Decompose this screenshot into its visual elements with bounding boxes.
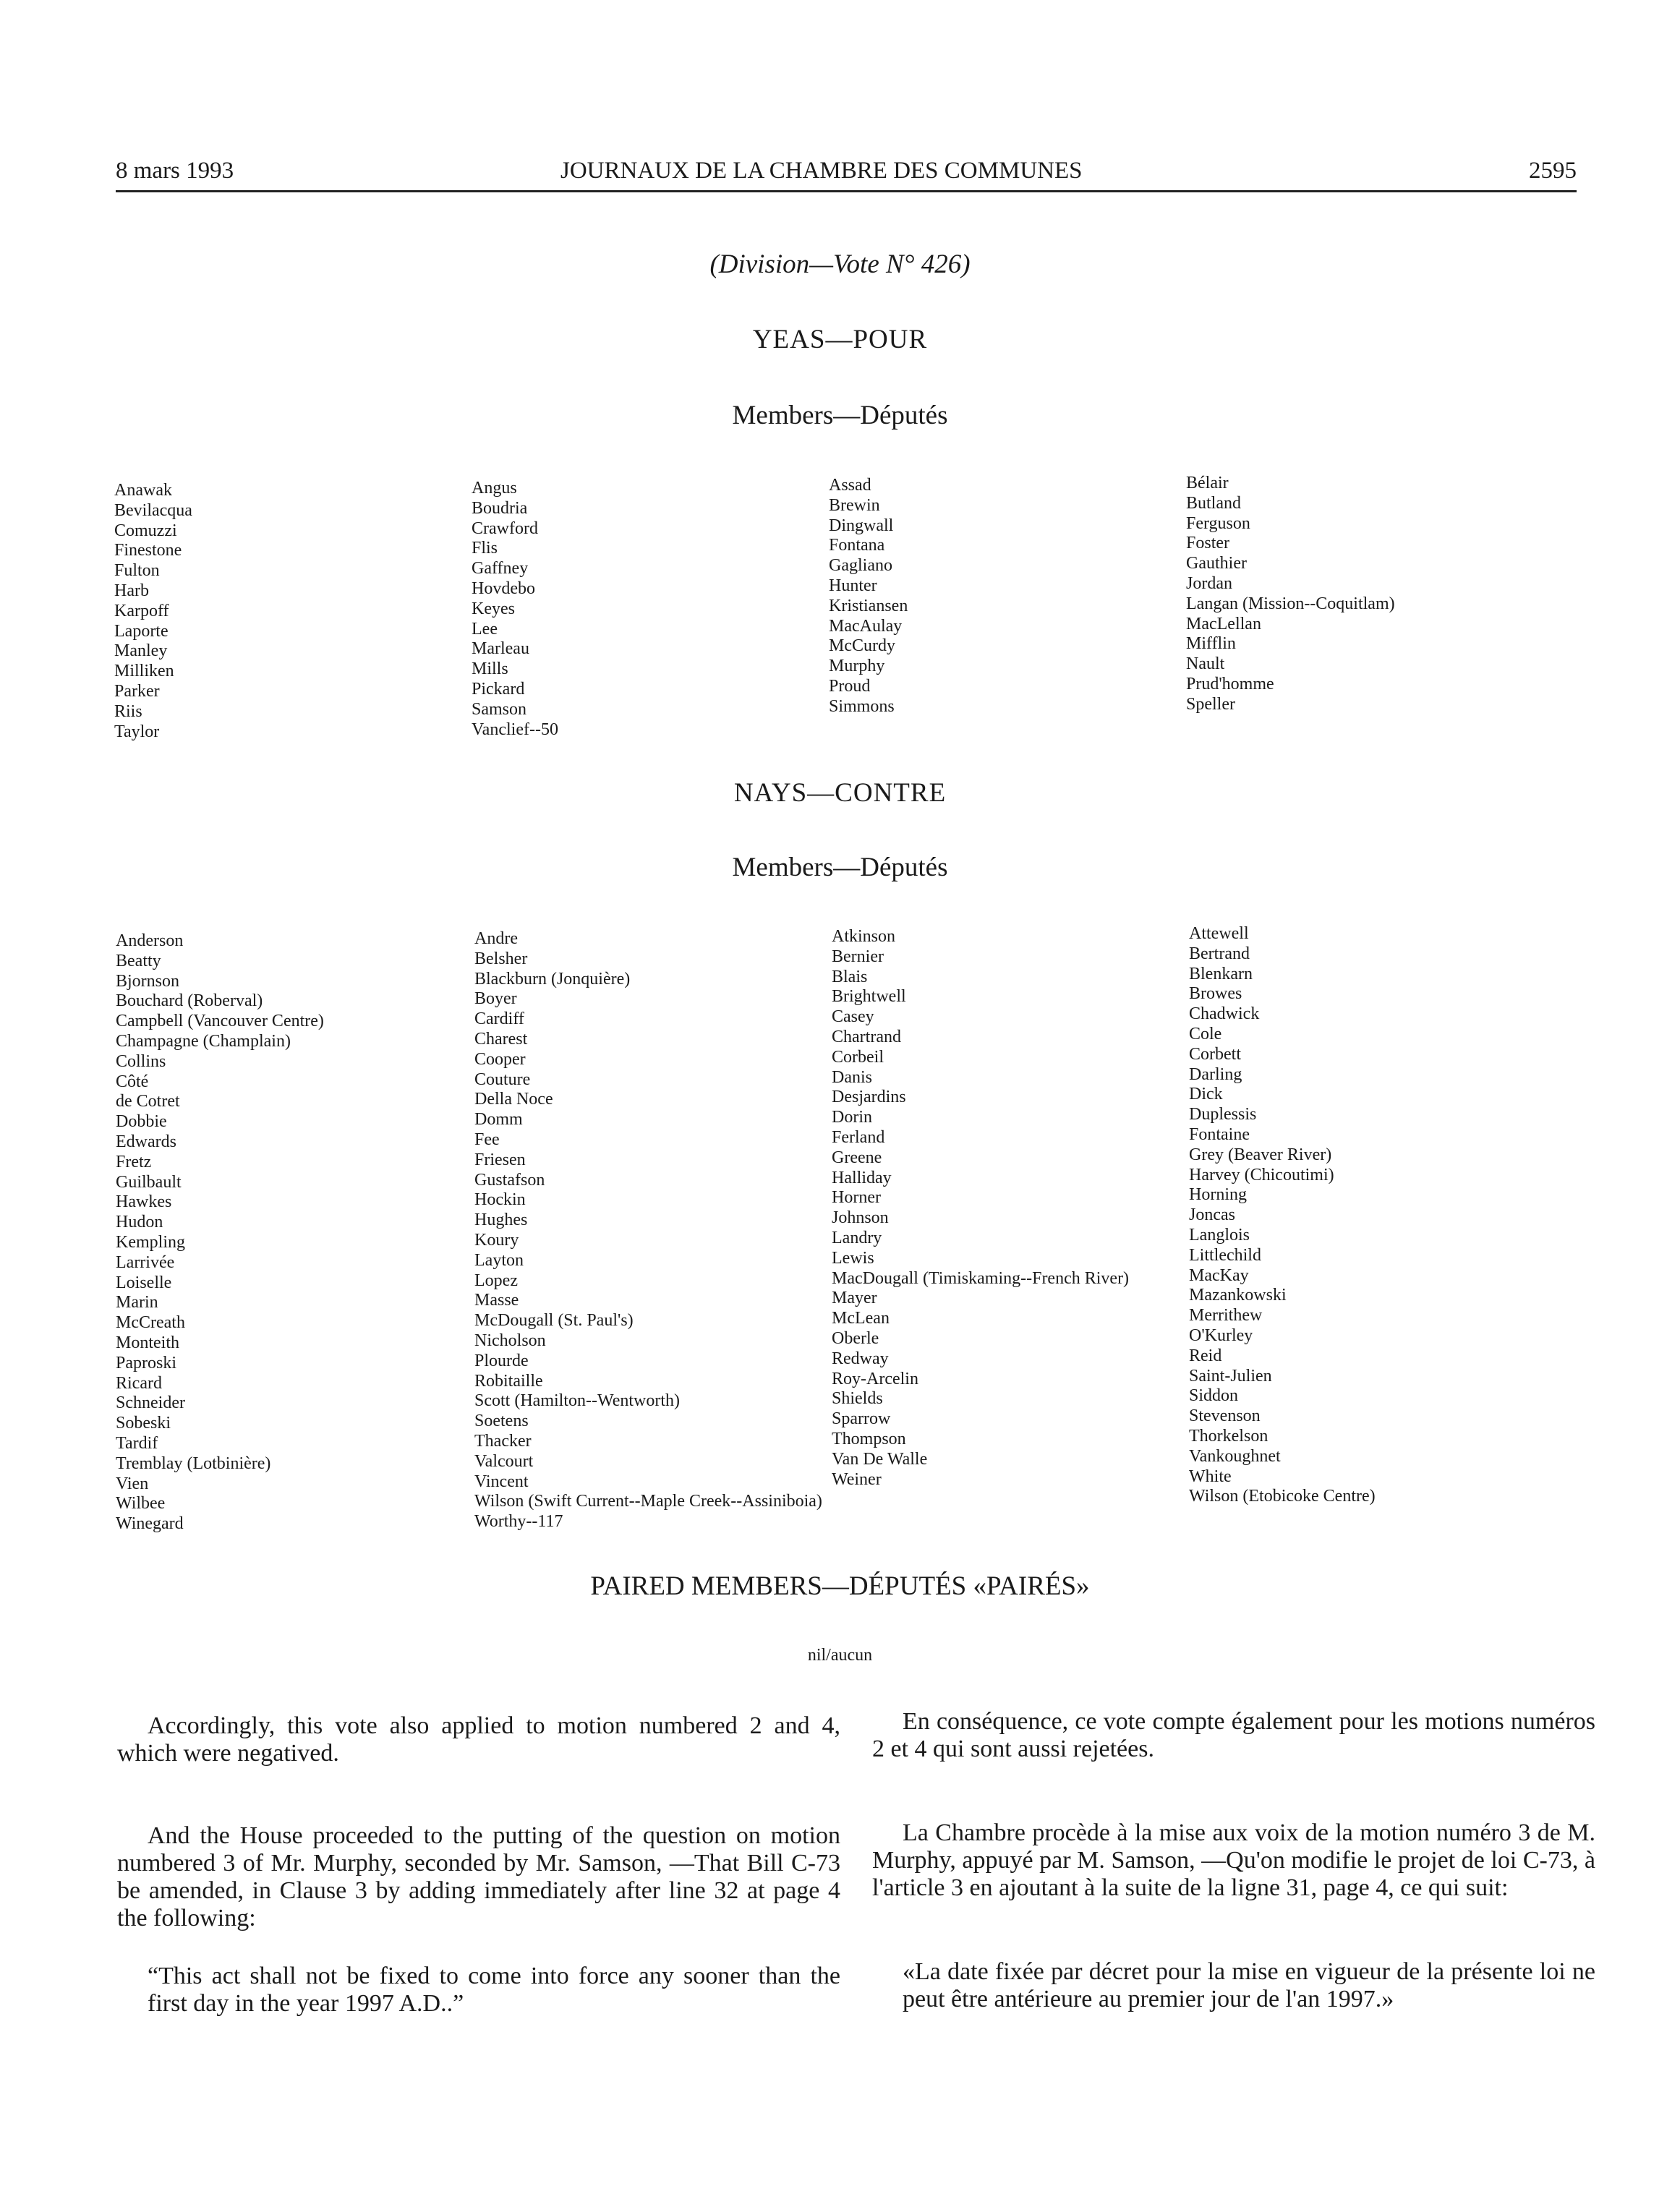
- member-name: Corbeil: [832, 1047, 884, 1067]
- member-name: Mills: [472, 659, 508, 679]
- member-name: Hudon: [116, 1213, 163, 1232]
- member-name: Guilbault: [116, 1172, 182, 1192]
- member-name: Brewin: [829, 495, 880, 515]
- member-name: Reid: [1189, 1346, 1222, 1365]
- member-name: Edwards: [116, 1132, 176, 1151]
- member-name: Siddon: [1189, 1386, 1239, 1406]
- member-name: Soetens: [474, 1412, 529, 1431]
- member-name: Merrithew: [1189, 1306, 1263, 1326]
- member-name: Kempling: [116, 1232, 185, 1252]
- member-name: Chadwick: [1189, 1004, 1260, 1024]
- french-quote: «La date fixée par décret pour la mise en vigueur de la présente loi ne peut être antérieure au premier jour de l'an 1997.»: [903, 1958, 1595, 2012]
- member-name: Campbell (Vancouver Centre): [116, 1012, 324, 1031]
- member-name: MacDougall (Timiskaming--French River): [832, 1268, 1130, 1288]
- member-name: Browes: [1189, 984, 1242, 1004]
- member-name: Dorin: [832, 1108, 872, 1127]
- member-name: Marin: [116, 1293, 158, 1312]
- member-name: Masse: [474, 1291, 519, 1310]
- member-name: Atkinson: [832, 927, 896, 946]
- member-name: Proud: [829, 676, 871, 696]
- paired-heading: PAIRED MEMBERS—DÉPUTÉS «PAIRÉS»: [590, 1571, 1090, 1601]
- member-name: Hawkes: [116, 1192, 172, 1212]
- member-name: Hunter: [829, 576, 877, 595]
- member-name: Bélair: [1186, 474, 1229, 492]
- member-name: Wilson (Swift Current--Maple Creek--Assiniboia): [474, 1492, 822, 1511]
- member-name: Riis: [114, 701, 142, 721]
- member-name: Angus: [472, 479, 517, 498]
- member-name: Cooper: [474, 1049, 526, 1069]
- member-name: Vien: [116, 1474, 149, 1493]
- nays-heading: NAYS—CONTRE: [733, 778, 947, 808]
- member-name: Brightwell: [832, 987, 906, 1007]
- header-title: JOURNAUX DE LA CHAMBRE DES COMMUNES: [560, 158, 1083, 184]
- member-name: Belsher: [474, 949, 528, 968]
- member-name: Flis: [472, 539, 498, 558]
- member-name: Mayer: [832, 1289, 877, 1308]
- member-name: Tardif: [116, 1433, 158, 1453]
- member-name: Fontaine: [1189, 1124, 1250, 1144]
- member-name: Thorkelson: [1189, 1426, 1268, 1446]
- member-name: Valcourt: [474, 1451, 534, 1471]
- member-name: Sparrow: [832, 1409, 891, 1429]
- member-name: Scott (Hamilton--Wentworth): [474, 1391, 681, 1411]
- member-name: Gustafson: [474, 1170, 545, 1190]
- nays-column-2: [474, 929, 822, 1532]
- french-column-motion: [872, 1819, 1595, 1902]
- member-name: Plourde: [474, 1351, 529, 1370]
- member-name: Bernier: [832, 947, 884, 966]
- english-column-motion: [117, 1822, 840, 1932]
- member-name: Koury: [474, 1230, 519, 1250]
- member-name: Hockin: [474, 1190, 526, 1210]
- member-name: Nault: [1186, 654, 1225, 674]
- member-name: Murphy: [829, 657, 885, 676]
- member-name: de Cotret: [116, 1092, 180, 1111]
- member-name: Pickard: [472, 679, 525, 699]
- member-name: MacAulay: [829, 616, 903, 636]
- member-name: Dingwall: [829, 516, 894, 535]
- member-name: Assad: [829, 476, 871, 495]
- member-name: Halliday: [832, 1168, 892, 1187]
- member-name: Gauthier: [1186, 554, 1247, 573]
- member-name: Anawak: [114, 481, 172, 500]
- member-name: Kristiansen: [829, 596, 908, 615]
- member-name: Parker: [114, 681, 160, 701]
- member-name: Cole: [1189, 1024, 1222, 1043]
- member-name: Collins: [116, 1051, 166, 1071]
- yeas-column-1: [114, 481, 192, 742]
- member-name: Harvey (Chicoutimi): [1189, 1165, 1334, 1184]
- yeas-column-3: [829, 476, 908, 717]
- french-column-quote: [872, 1958, 1595, 2013]
- member-name: Simmons: [829, 696, 895, 716]
- member-name: Larrivée: [116, 1252, 175, 1272]
- member-name: Boyer: [474, 989, 517, 1009]
- member-name: Prud'homme: [1186, 674, 1274, 693]
- member-name: Lopez: [474, 1271, 518, 1290]
- yeas-heading: YEAS—POUR: [752, 325, 928, 354]
- member-name: Comuzzi: [114, 521, 177, 540]
- member-name: Attewell: [1189, 924, 1249, 943]
- header-date: 8 mars 1993: [116, 158, 234, 184]
- member-name: Ricard: [116, 1373, 162, 1393]
- member-name: Hughes: [474, 1211, 528, 1230]
- member-name: Dobbie: [116, 1112, 167, 1132]
- member-name: Johnson: [832, 1208, 889, 1228]
- english-quote: “This act shall not be fixed to come into force any sooner than the first day in the year 1997 A.D..”: [148, 1963, 840, 2017]
- english-column-quote: [117, 1963, 840, 2018]
- member-name: McDougall (St. Paul's): [474, 1311, 634, 1331]
- member-name: Bouchard (Roberval): [116, 991, 263, 1011]
- member-name: Bjornson: [116, 971, 180, 991]
- member-name: Bevilacqua: [114, 500, 192, 520]
- member-name: Hovdebo: [472, 579, 535, 598]
- member-name: Côté: [116, 1072, 149, 1091]
- member-name: Taylor: [114, 722, 160, 741]
- member-name: Schneider: [116, 1393, 185, 1413]
- member-name: Champagne (Champlain): [116, 1031, 291, 1051]
- member-name: Ferguson: [1186, 513, 1250, 533]
- member-name: Domm: [474, 1110, 523, 1130]
- member-name: Cardiff: [474, 1009, 524, 1029]
- member-name: Van De Walle: [832, 1449, 928, 1469]
- member-name: Wilson (Etobicoke Centre): [1189, 1487, 1376, 1506]
- member-name: Horner: [832, 1188, 881, 1208]
- member-name: Mifflin: [1186, 634, 1236, 654]
- member-name: Shields: [832, 1389, 883, 1409]
- member-name: Lewis: [832, 1248, 874, 1268]
- nays-subheading: Members—Députés: [732, 853, 948, 882]
- nays-column-1: [116, 931, 324, 1534]
- member-name: Danis: [832, 1067, 872, 1087]
- member-name: Crawford: [472, 518, 538, 538]
- member-name: Sobeski: [116, 1414, 171, 1433]
- member-name: Nicholson: [474, 1331, 546, 1350]
- member-name: Blais: [832, 967, 868, 986]
- member-name: Marleau: [472, 639, 529, 659]
- member-name: Charest: [474, 1029, 528, 1049]
- member-name: Tremblay (Lotbinière): [116, 1453, 271, 1473]
- paired-value: nil/aucun: [807, 1646, 873, 1665]
- member-name: Keyes: [472, 599, 515, 618]
- member-name: MacKay: [1189, 1265, 1249, 1285]
- page-header: [116, 158, 1577, 194]
- member-name: Langan (Mission--Coquitlam): [1186, 594, 1395, 613]
- member-name: Bertrand: [1189, 944, 1250, 963]
- yeas-column-4: [1186, 474, 1395, 715]
- member-name: Thompson: [832, 1429, 906, 1448]
- header-page-number: 2595: [1529, 158, 1577, 184]
- member-name: Winegard: [116, 1514, 184, 1534]
- member-name: Milliken: [114, 662, 174, 681]
- member-name: Gaffney: [472, 559, 529, 579]
- member-name: McCreath: [116, 1313, 185, 1333]
- member-name: Boudria: [472, 498, 528, 518]
- member-name: Butland: [1186, 493, 1241, 513]
- french-paragraph-1: En conséquence, ce vote compte également pour les motions numéros 2 et 4 qui sont aussi rejetées.: [872, 1708, 1595, 1762]
- member-name: Landry: [832, 1228, 882, 1247]
- member-name: Foster: [1186, 534, 1229, 553]
- member-name: Stevenson: [1189, 1406, 1261, 1426]
- member-name: Fulton: [114, 561, 160, 581]
- member-name: Della Noce: [474, 1090, 553, 1109]
- header-rule: [116, 190, 1577, 192]
- member-name: Greene: [832, 1148, 882, 1167]
- member-name: O'Kurley: [1189, 1326, 1253, 1345]
- member-name: Vanclief--50: [472, 720, 558, 739]
- member-name: Casey: [832, 1007, 874, 1027]
- member-name: Anderson: [116, 931, 184, 950]
- member-name: Layton: [474, 1250, 524, 1270]
- member-name: Chartrand: [832, 1027, 901, 1046]
- member-name: Ferland: [832, 1127, 885, 1147]
- yeas-subheading: Members—Députés: [732, 401, 948, 430]
- member-name: Laporte: [114, 621, 169, 641]
- member-name: Desjardins: [832, 1088, 906, 1107]
- member-name: Blackburn (Jonquière): [474, 969, 631, 989]
- member-name: Littlechild: [1189, 1245, 1261, 1265]
- member-name: Duplessis: [1189, 1105, 1257, 1124]
- member-name: Vankoughnet: [1189, 1446, 1281, 1466]
- member-name: Manley: [114, 641, 168, 661]
- member-name: Samson: [472, 699, 527, 719]
- member-name: Fontana: [829, 536, 885, 555]
- member-name: Oberle: [832, 1328, 879, 1348]
- member-name: Darling: [1189, 1064, 1242, 1084]
- member-name: Lee: [472, 619, 498, 639]
- member-name: Grey (Beaver River): [1189, 1145, 1332, 1164]
- english-column: [117, 1712, 840, 1767]
- english-paragraph-1: Accordingly, this vote also applied to motion numbered 2 and 4, which were negatived.: [117, 1712, 840, 1767]
- member-name: Monteith: [116, 1333, 179, 1352]
- yeas-column-2: [472, 479, 558, 740]
- member-name: Mazankowski: [1189, 1286, 1287, 1305]
- member-name: McLean: [832, 1309, 890, 1328]
- member-name: White: [1189, 1467, 1232, 1486]
- member-name: McCurdy: [829, 636, 895, 656]
- member-name: Blenkarn: [1189, 964, 1253, 983]
- member-name: Finestone: [114, 541, 182, 560]
- member-name: Vincent: [474, 1472, 529, 1491]
- member-name: Weiner: [832, 1469, 882, 1489]
- member-name: Redway: [832, 1349, 889, 1368]
- member-name: Loiselle: [116, 1273, 172, 1292]
- member-name: Friesen: [474, 1150, 526, 1169]
- nays-column-4: [1189, 924, 1376, 1507]
- member-name: Roy-Arcelin: [832, 1369, 918, 1388]
- french-column: [872, 1708, 1595, 1763]
- member-name: Robitaille: [474, 1371, 543, 1391]
- french-paragraph-2: La Chambre procède à la mise aux voix de la motion numéro 3 de M. Murphy, appuyé par M. Samson, —Qu'on modifie le projet de loi C-73, à l'article 3 en ajoutant à la suite de la ligne 31, page 4, ce qui suit:: [872, 1819, 1595, 1901]
- member-name: MacLellan: [1186, 614, 1261, 633]
- member-name: Wilbee: [116, 1494, 166, 1514]
- member-name: Thacker: [474, 1431, 532, 1451]
- english-paragraph-2: And the House proceeded to the putting of the question on motion numbered 3 of Mr. Murphy, seconded by Mr. Samson, —That Bill C-73 be amended, in Clause 3 by adding immediately after line 32 at page 4 the following:: [117, 1822, 840, 1931]
- member-name: Andre: [474, 929, 518, 948]
- member-name: Harb: [114, 581, 149, 600]
- member-name: Joncas: [1189, 1205, 1235, 1225]
- member-name: Dick: [1189, 1085, 1223, 1104]
- member-name: Jordan: [1186, 573, 1232, 593]
- member-name: Beatty: [116, 951, 161, 970]
- member-name: Horning: [1189, 1185, 1247, 1205]
- division-title: (Division—Vote N° 426): [709, 249, 971, 279]
- member-name: Langlois: [1189, 1225, 1250, 1245]
- member-name: Corbett: [1189, 1044, 1241, 1064]
- member-name: Couture: [474, 1070, 531, 1089]
- member-name: Karpoff: [114, 601, 169, 620]
- member-name: Fee: [474, 1130, 500, 1149]
- member-name: Speller: [1186, 694, 1235, 714]
- member-name: Fretz: [116, 1152, 152, 1171]
- member-name: Paproski: [116, 1353, 176, 1373]
- member-name: Gagliano: [829, 556, 892, 576]
- nays-column-3: [832, 927, 1129, 1490]
- member-name: Worthy--117: [474, 1512, 563, 1532]
- member-name: Saint-Julien: [1189, 1366, 1272, 1386]
